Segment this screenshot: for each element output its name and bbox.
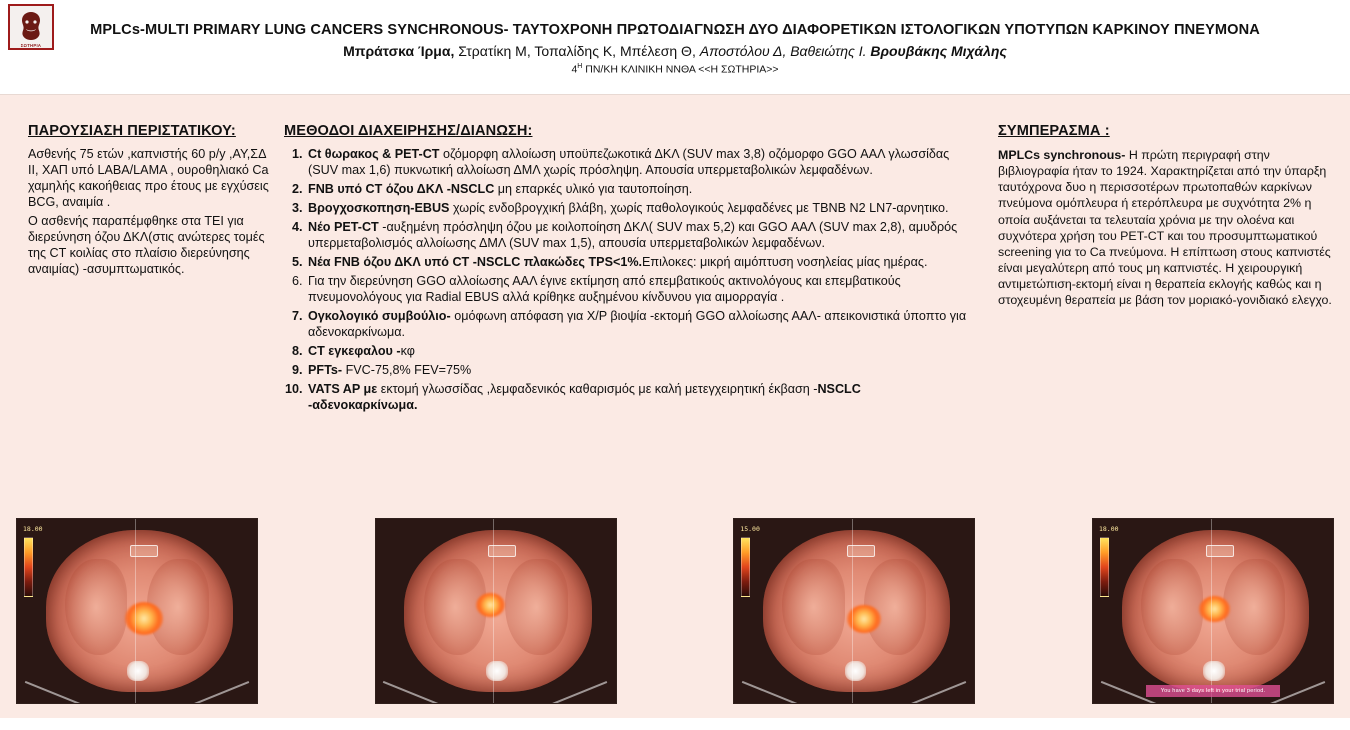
crosshair-vertical bbox=[1211, 519, 1212, 703]
authors-regular: Στρατίκη Μ, Τοπαλίδης Κ, Μπέλεση Θ, bbox=[454, 43, 700, 60]
left-lung-field bbox=[65, 559, 127, 655]
methods-column bbox=[284, 123, 984, 417]
vertebra-marker bbox=[486, 661, 508, 681]
conclusion-title: ΣΥΜΠΕΡΑΣΜΑ : bbox=[998, 123, 1110, 139]
conclusion-lead: MPLCs synchronous- bbox=[998, 148, 1126, 162]
methods-item-rest: μη επαρκές υλικό για ταυτοποίηση. bbox=[497, 181, 693, 196]
methods-item bbox=[306, 255, 968, 271]
pet-ct-scan-1 bbox=[16, 518, 258, 704]
methods-item bbox=[306, 220, 968, 252]
author-primary: Μπράτσκα Ίρμα, bbox=[343, 43, 455, 60]
methods-item bbox=[306, 182, 968, 198]
crosshair-vertical bbox=[135, 519, 136, 703]
hypermetabolic-focus bbox=[476, 593, 505, 617]
crosshair-vertical bbox=[852, 519, 853, 703]
authors-italic: Αποστόλου Δ, Βαθειώτης Ι. bbox=[699, 43, 867, 60]
methods-item-rest: -αυξημένη πρόσληψη όζου με κοιλοποίηση ΔΚΛ( SUV max 5,2) και GGO ΑΑΛ (SUV max 2,8), αμυδρός υπερμεταβολισμός αλλοίωσης ΔΜΛ (SUV max 1,5), απουσία υπερμεταβολικών λεμφαδένων. bbox=[308, 219, 958, 250]
methods-list bbox=[284, 147, 968, 414]
suv-colorbar-label: 18.00 bbox=[23, 525, 43, 533]
hospital-logo bbox=[8, 4, 54, 50]
vertebra-marker bbox=[845, 661, 867, 681]
methods-item-lead: Ct θωρακος & PET-CT bbox=[308, 147, 443, 161]
case-presentation-title: ΠΑΡΟΥΣΙΑΣΗ ΠΕΡΙΣΤΑΤΙΚΟΥ: bbox=[28, 123, 236, 139]
methods-item bbox=[306, 201, 968, 217]
methods-item-rest: οζόμορφη αλλοίωση υποϋπεζωκοτικά ΔΚΛ (SUV max 3,8) οζόμορφο GGO ΑΑΛ γλωσσίδας (SUV max 1,6) πυκνωτική αλλοίωση ΔΜΛ χωρίς πρόσληψη. Απουσία υπερμεταβολικών λεμφαδένων. bbox=[308, 147, 950, 177]
left-lung-field bbox=[782, 559, 844, 655]
suv-colorbar bbox=[1100, 537, 1109, 597]
vertebra-marker bbox=[127, 661, 149, 681]
crosshair-vertical bbox=[493, 519, 494, 703]
case-presentation-paragraph-2: Ο ασθενής παραπέμφθηκε στα ΤΕΙ για διερεύνηση όζου ΔΚΛ(στις ανώτερες τομές της CT κοιλίας στο πλαίσιο διερεύνησης αναιμίας) -ασυμπτωματικός. bbox=[28, 214, 265, 277]
hypermetabolic-focus bbox=[1199, 596, 1230, 622]
methods-item bbox=[306, 309, 968, 341]
suv-colorbar-label: 18.00 bbox=[1098, 525, 1119, 533]
methods-item-lead: FNB υπό CT όζου ΔΚΛ -NSCLC bbox=[308, 181, 498, 196]
methods-item bbox=[306, 147, 968, 179]
affiliation-superscript: Η bbox=[577, 63, 583, 71]
authors-line bbox=[0, 44, 1350, 59]
methods-item-rest: χωρίς ενδοβρογχική βλάβη, χωρίς παθολογικούς λεμφαδένες με TBNB N2 LN7-αρνητικο. bbox=[452, 200, 949, 215]
methods-item-rest: ομόφωνη απόφαση για Χ/Ρ βιοψία -εκτομή GGO αλλοίωσης ΑΑΛ- απεικονιστικά ύποπτο για αδενοκαρκίνωμα. bbox=[308, 308, 967, 339]
methods-item-rest: κφ bbox=[400, 343, 415, 358]
pet-ct-scan-3 bbox=[733, 518, 975, 704]
author-senior: Βρουβάκης Μιχάλης bbox=[866, 43, 1007, 60]
methods-item bbox=[306, 363, 968, 379]
hypermetabolic-focus bbox=[125, 602, 163, 635]
affiliation-suffix: ΠΝ/ΚΗ ΚΛΙΝΙΚΗ ΝΝΘΑ <<Η ΣΩΤΗΡΙΑ>> bbox=[582, 63, 779, 76]
methods-item bbox=[306, 274, 968, 306]
case-presentation-column bbox=[14, 123, 284, 417]
affiliation-line bbox=[0, 63, 1350, 76]
methods-item-lead: Νέο PET-CT bbox=[308, 219, 383, 234]
footer-strip bbox=[0, 718, 1350, 730]
case-presentation-paragraph-1: Ασθενής 75 ετών ,καπνιστής 60 p/y ,ΑΥ,ΣΔ ΙΙ, ΧΑΠ υπό LABA/LAMA , ουροθηλιακό Ca χαμηλής κακοήθειας προ έτους με εγχύσεις BCG, αναιμία . bbox=[28, 147, 269, 209]
conclusion-column bbox=[984, 123, 1336, 417]
conclusion-paragraph bbox=[998, 147, 1336, 308]
pet-ct-scan-4 bbox=[1092, 518, 1334, 704]
header-titles bbox=[0, 0, 1350, 76]
methods-item-lead: Ογκολογικό συμβούλιο- bbox=[308, 308, 455, 323]
scan-image-row bbox=[0, 518, 1350, 704]
left-lung-field bbox=[1141, 559, 1203, 655]
poster-title: MPLCs-MULTI PRIMARY LUNG CANCERS SYNCHRONOUS- ΤΑΥΤΟΧΡΟΝΗ ΠΡΩΤΟΔΙΑΓΝΩΣΗ ΔΥΟ ΔΙΑΦΟΡΕΤΙΚΩΝ ΙΣΤΟΛΟΓΙΚΩΝ ΥΠΟΤΥΠΩΝ ΚΑΡΚΙΝΟΥ ΠΝΕΥΜΟΝΑ bbox=[90, 22, 1260, 38]
methods-item-lead: PFTs- bbox=[308, 362, 346, 377]
methods-item-lead: CT εγκεφαλου - bbox=[308, 343, 401, 358]
logo-caption: ΣΩΤΗΡΙΑ bbox=[20, 43, 42, 48]
right-lung-field bbox=[505, 559, 567, 655]
methods-item bbox=[306, 344, 968, 360]
methods-item-rest: εκτομή γλωσσίδας ,λεμφαδενικός καθαρισμός με καλή μετεγχειρητική έκβαση - bbox=[380, 381, 818, 396]
pet-ct-scan-2 bbox=[375, 518, 617, 704]
suv-colorbar bbox=[24, 537, 33, 597]
methods-item-lead: Νέα FNB όζου ΔΚΛ υπό CT -NSCLC πλακώδες TPS<1%. bbox=[308, 254, 643, 269]
trial-period-banner: You have 3 days left in your trial period. bbox=[1146, 685, 1280, 697]
poster-header bbox=[0, 0, 1350, 95]
methods-item-rest: FVC-75,8% FEV=75% bbox=[345, 362, 472, 377]
methods-item-rest: Επιλοκες: μικρή αιμόπτυση νοσηλείας μίας ημέρας. bbox=[642, 254, 928, 269]
methods-item-tail: NSCLC -αδενοκαρκίνωμα. bbox=[308, 381, 861, 412]
methods-item-lead: VATS AP με bbox=[308, 381, 381, 396]
vertebra-marker bbox=[1203, 661, 1225, 681]
suv-colorbar-label: 15.00 bbox=[740, 525, 760, 533]
conclusion-text: Η πρώτη περιγραφή στην βιβλιογραφία ήταν το 1924. Χαρακτηρίζεται από την ύπαρξη ταυτόχρονα δυο η περισσοτέρων πρωτοπαθών καρκίνων πνεύμονα ομόπλευρα ή ετερόπλευρα με συχνότητα 2% η οποία αυξάνεται τα τελευταία χρόνια με την ολοένα και συχνότερα χρήση του PET-CT και του προσυμπτωματικού screening για το Ca πνεύμονα. Η επίπτωση στους καπνιστές είναι μεγαλύτερη από τους μη καπνιστές. Η χειρουργική αντιμετώπιση-εκτομή είναι η θεραπεία εκλογής καθώς και η στοχευμένη θεραπεία με βάση τον μοριακό-γονιδιακό ελεγχο. bbox=[998, 148, 1332, 308]
poster-columns bbox=[0, 95, 1350, 417]
methods-title: ΜΕΘΟΔΟΙ ΔΙΑΧΕΙΡΗΣΗΣ/ΔΙΑΝΩΣΗ: bbox=[284, 123, 533, 139]
methods-item-rest: Για την διερεύνηση GGO αλλοίωσης ΑΑΛ έγινε εκτίμηση από επεμβατικούς ακτινολόγους και επεμβατικούς πνευμονολόγους για Radial EBUS αλλά κρίθηκε αυξημένου κίνδυνου για αιμορραγία . bbox=[308, 273, 901, 304]
affiliation-prefix: 4 bbox=[571, 63, 578, 76]
suv-colorbar bbox=[741, 537, 750, 597]
methods-item-lead: Βρογχοσκοπηση-EBUS bbox=[308, 200, 453, 215]
methods-item bbox=[306, 382, 968, 414]
